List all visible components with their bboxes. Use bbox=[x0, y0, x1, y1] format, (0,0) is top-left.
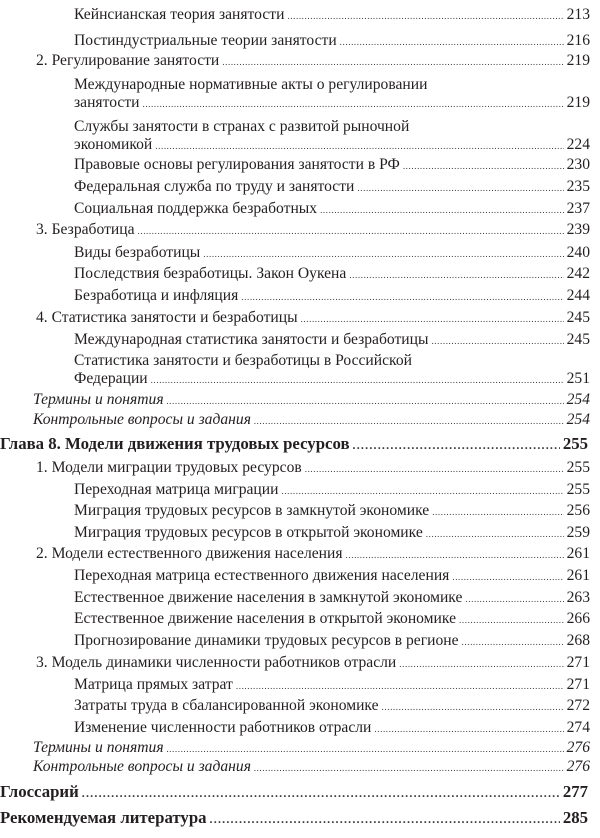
toc-entry-title: Миграция трудовых ресурсов в открытой экономике bbox=[74, 524, 423, 541]
toc-entry bbox=[74, 118, 600, 155]
toc-questions-entry bbox=[33, 758, 600, 777]
dot-leader bbox=[222, 53, 563, 71]
toc-entry-title: Безработица и инфляция bbox=[74, 287, 239, 304]
toc-terms-entry bbox=[33, 739, 600, 758]
dot-leader bbox=[203, 245, 563, 263]
toc-page-number: 255 bbox=[562, 434, 588, 453]
dot-leader bbox=[236, 677, 564, 695]
dot-leader bbox=[151, 371, 564, 389]
toc-page-number: 235 bbox=[566, 178, 590, 195]
toc-entry bbox=[74, 244, 600, 263]
toc-entry bbox=[74, 200, 600, 219]
toc-page-number: 242 bbox=[566, 265, 590, 282]
dot-leader bbox=[399, 655, 563, 673]
toc-entry-title: 4. Статистика занятости и безработицы bbox=[36, 309, 298, 326]
toc-page-number: 271 bbox=[566, 654, 590, 671]
toc-page-number: 219 bbox=[566, 94, 590, 112]
toc-entry-title: Термины и понятия bbox=[33, 739, 164, 756]
toc-entry-title-line1: Международные нормативные акты о регулировании bbox=[74, 76, 428, 93]
toc-page-number: 245 bbox=[566, 331, 590, 348]
toc-chapter-title: Глава 8. Модели движения трудовых ресурсов bbox=[0, 434, 350, 453]
toc-literature-entry bbox=[0, 809, 600, 828]
toc-entry-title: Контрольные вопросы и задания bbox=[33, 411, 251, 428]
toc-entry-title: Кейнсианская теория занятости bbox=[74, 6, 285, 23]
dot-leader bbox=[431, 332, 563, 350]
toc-entry-title: 3. Модель динамики численности работников отрасли bbox=[36, 654, 397, 671]
toc-section-entry bbox=[36, 459, 600, 478]
dot-leader bbox=[167, 740, 564, 758]
toc-page-number: 255 bbox=[566, 459, 590, 476]
toc-page-number: 285 bbox=[562, 808, 588, 827]
dot-leader bbox=[432, 503, 563, 521]
toc-section-entry bbox=[36, 545, 600, 564]
toc-entry bbox=[74, 32, 600, 51]
toc-page-number: 276 bbox=[566, 758, 590, 775]
toc-entry-title: Изменение численности работников отрасли bbox=[74, 719, 372, 736]
toc-entry-title: Федеральная служба по труду и занятости bbox=[74, 178, 355, 195]
dot-leader bbox=[155, 137, 563, 155]
dot-leader bbox=[254, 412, 564, 430]
toc-entry-title: Затраты труда в сбалансированной экономике bbox=[74, 697, 379, 714]
toc-entry bbox=[74, 287, 600, 306]
toc-questions-entry bbox=[33, 411, 600, 430]
toc-page-number: 256 bbox=[566, 502, 590, 519]
toc-section-entry bbox=[36, 52, 600, 71]
toc-page-number: 244 bbox=[566, 287, 590, 304]
toc-page-number: 254 bbox=[566, 391, 590, 408]
toc-entry bbox=[74, 352, 600, 389]
toc-entry-title: 2. Модели естественного движения населения bbox=[36, 545, 343, 562]
toc-entry-title: Естественное движение населения в открытой экономике bbox=[74, 610, 457, 627]
toc-page-number: 230 bbox=[566, 156, 590, 173]
toc-entry-title: Виды безработицы bbox=[74, 244, 201, 261]
toc-chapter-title: Рекомендуемая литература bbox=[0, 808, 207, 827]
toc-entry-title: Последствия безработицы. Закон Оукена bbox=[74, 265, 347, 282]
dot-leader bbox=[320, 201, 564, 219]
dot-leader bbox=[142, 95, 563, 113]
toc-entry-title: Федерации bbox=[74, 370, 148, 388]
dot-leader bbox=[241, 288, 563, 306]
toc-page-number: 224 bbox=[566, 136, 590, 154]
toc-entry-title: Социальная поддержка безработных bbox=[74, 200, 318, 217]
dot-leader bbox=[346, 546, 564, 564]
toc-entry-title-line1: Службы занятости в странах с развитой рыночной bbox=[74, 118, 410, 135]
toc-entry bbox=[74, 697, 600, 716]
toc-entry-title-line1: Статистика занятости и безработицы в Российской bbox=[74, 352, 412, 369]
toc-chapter-entry bbox=[0, 435, 600, 454]
dot-leader bbox=[459, 611, 564, 629]
toc-page-number: 240 bbox=[566, 244, 590, 261]
toc-section-entry bbox=[36, 654, 600, 673]
toc-entry bbox=[74, 676, 600, 695]
dot-leader bbox=[305, 460, 564, 478]
toc-entry bbox=[74, 524, 600, 543]
toc-entry-title: Прогнозирование динамики трудовых ресурсов в регионе bbox=[74, 632, 459, 649]
dot-leader bbox=[426, 525, 564, 543]
toc-entry-title: Постиндустриальные теории занятости bbox=[74, 32, 337, 49]
toc-page-number: 239 bbox=[566, 221, 590, 238]
toc-entry-title: Матрица прямых затрат bbox=[74, 676, 233, 693]
toc-page-number: 255 bbox=[566, 481, 590, 498]
toc-page-number: 216 bbox=[566, 32, 590, 49]
toc-page-number: 261 bbox=[566, 545, 590, 562]
dot-leader bbox=[340, 33, 564, 51]
toc-section-entry bbox=[36, 309, 600, 328]
toc-page-number: 213 bbox=[566, 6, 590, 23]
toc-entry bbox=[74, 178, 600, 197]
toc-page-number: 251 bbox=[566, 370, 590, 388]
toc-page-number: 266 bbox=[566, 610, 590, 627]
dot-leader bbox=[374, 720, 563, 738]
dot-leader bbox=[403, 157, 564, 175]
toc-entry bbox=[74, 589, 600, 608]
toc-entry-title: Миграция трудовых ресурсов в замкнутой экономике bbox=[74, 502, 430, 519]
toc-entry-title: Термины и понятия bbox=[33, 391, 164, 408]
toc-page-number: 272 bbox=[566, 697, 590, 714]
toc-chapter-title: Глоссарий bbox=[0, 782, 79, 801]
toc-entry bbox=[74, 76, 600, 113]
toc-entry bbox=[74, 502, 600, 521]
toc-page-number: 237 bbox=[566, 200, 590, 217]
dot-leader bbox=[353, 436, 560, 454]
toc-entry bbox=[74, 331, 600, 350]
toc-entry bbox=[74, 567, 600, 586]
dot-leader bbox=[382, 698, 564, 716]
toc-page-number: 261 bbox=[566, 567, 590, 584]
dot-leader bbox=[167, 392, 564, 410]
toc-page-number: 219 bbox=[566, 52, 590, 69]
toc-entry-title: Правовые основы регулирования занятости в РФ bbox=[74, 156, 400, 173]
toc-page-number: 271 bbox=[566, 676, 590, 693]
toc-page-number: 274 bbox=[566, 719, 590, 736]
toc-entry-title: 2. Регулирование занятости bbox=[36, 52, 220, 69]
toc-entry bbox=[74, 481, 600, 500]
dot-leader bbox=[138, 222, 564, 240]
toc-page-number: 254 bbox=[566, 411, 590, 428]
toc-page-number: 259 bbox=[566, 524, 590, 541]
toc-entry-title: экономикой bbox=[74, 136, 153, 154]
dot-leader bbox=[210, 810, 560, 828]
toc-page-number: 268 bbox=[566, 632, 590, 649]
toc-entry bbox=[74, 6, 600, 25]
toc-page-number: 263 bbox=[566, 589, 590, 606]
toc-entry bbox=[74, 156, 600, 175]
toc-section-entry bbox=[36, 221, 600, 240]
dot-leader bbox=[287, 7, 563, 25]
dot-leader bbox=[301, 310, 564, 328]
toc-entry-title: Переходная матрица миграции bbox=[74, 481, 279, 498]
toc-entry-title: занятости bbox=[74, 94, 140, 112]
dot-leader bbox=[349, 266, 563, 284]
toc-terms-entry bbox=[33, 391, 600, 410]
dot-leader bbox=[82, 784, 560, 802]
toc-entry-title: Переходная матрица естественного движения населения bbox=[74, 567, 450, 584]
dot-leader bbox=[462, 633, 564, 651]
dot-leader bbox=[452, 568, 563, 586]
toc-entry bbox=[74, 265, 600, 284]
toc-entry-title: Международная статистика занятости и безработицы bbox=[74, 331, 429, 348]
dot-leader bbox=[281, 482, 563, 500]
dot-leader bbox=[357, 179, 563, 197]
toc-entry-title: 1. Модели миграции трудовых ресурсов bbox=[36, 459, 302, 476]
toc-entry-title: Контрольные вопросы и задания bbox=[33, 758, 251, 775]
toc-entry bbox=[74, 610, 600, 629]
toc-entry-title: 3. Безработица bbox=[36, 221, 135, 238]
toc-page-number: 277 bbox=[562, 782, 588, 801]
toc-page-number: 276 bbox=[566, 739, 590, 756]
toc-entry bbox=[74, 719, 600, 738]
dot-leader bbox=[254, 759, 564, 777]
toc-glossary-entry bbox=[0, 783, 600, 802]
toc-entry bbox=[74, 632, 600, 651]
toc-page-number: 245 bbox=[566, 309, 590, 326]
toc-entry-title: Естественное движение населения в замкнутой экономике bbox=[74, 589, 463, 606]
dot-leader bbox=[465, 590, 563, 608]
